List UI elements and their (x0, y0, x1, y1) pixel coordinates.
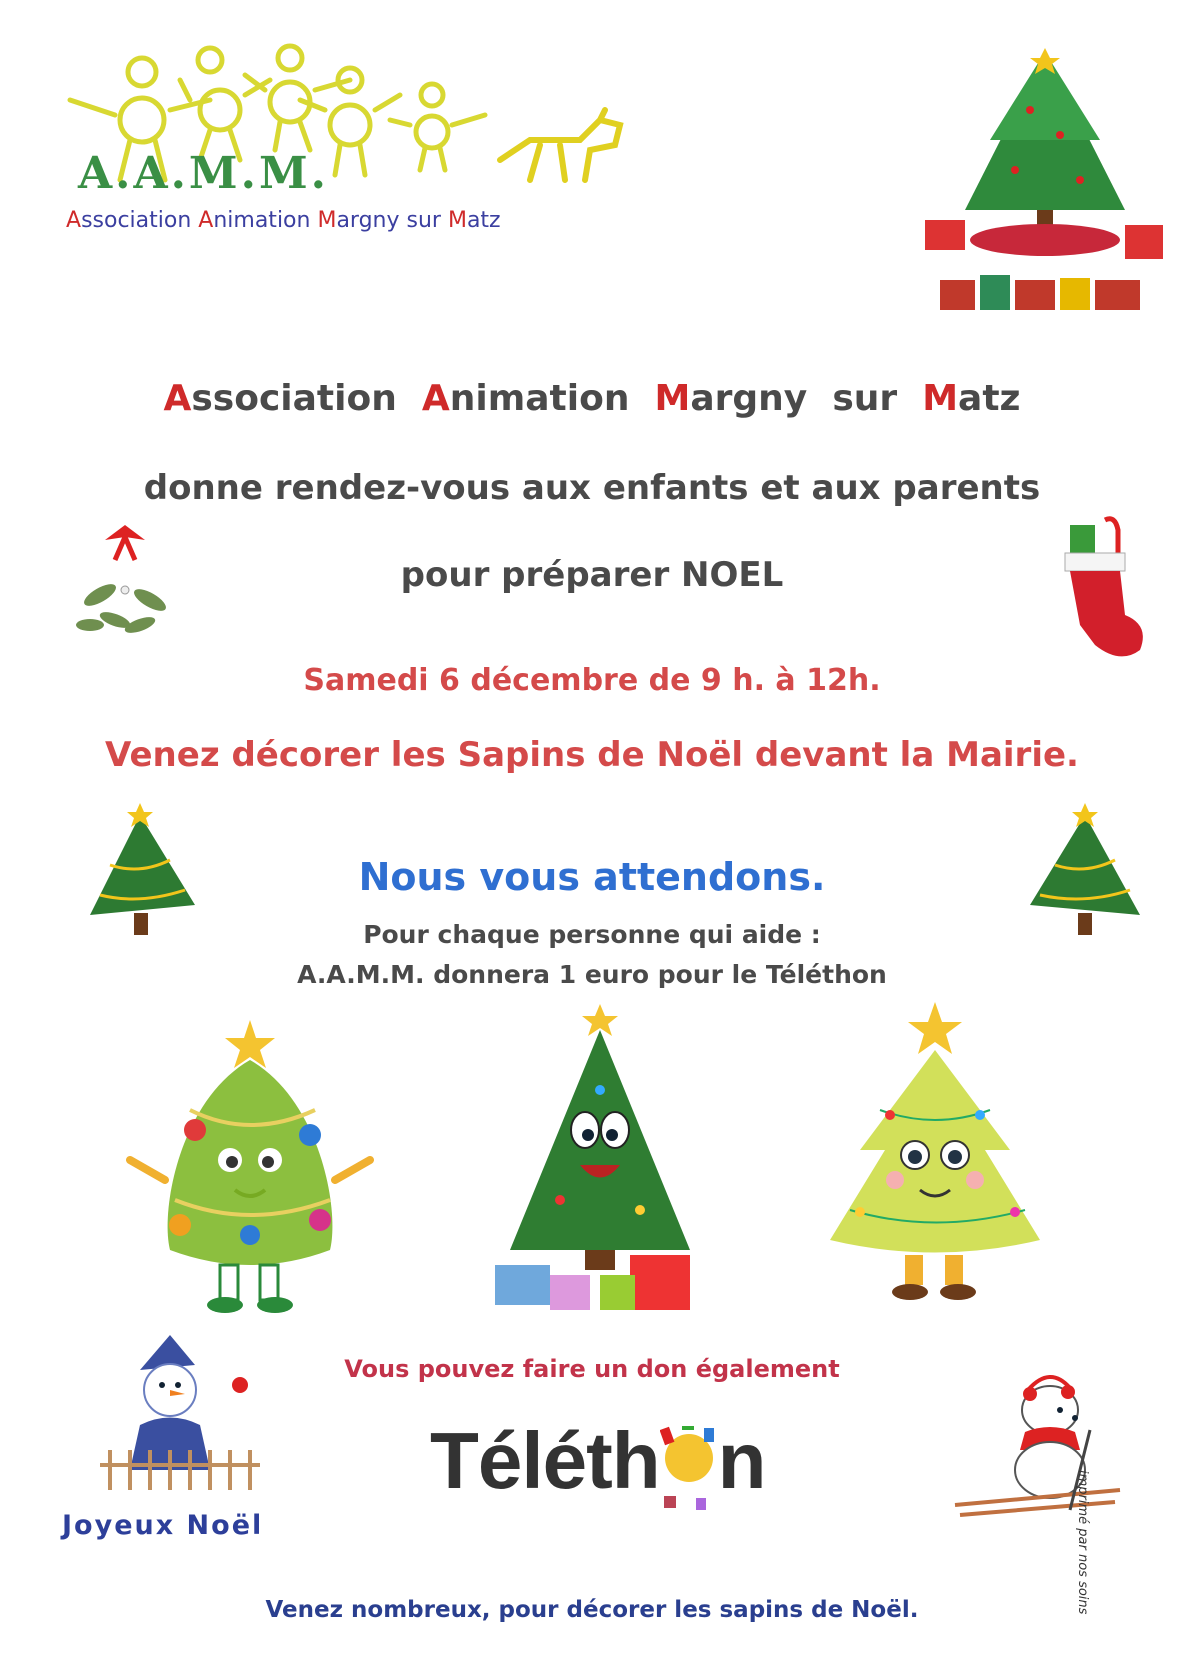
footer-text: Venez nombreux, pour décorer les sapins de Noël. (265, 1597, 919, 1623)
event-date-line: Samedi 6 décembre de 9 h. à 12h. (303, 663, 881, 698)
telethon-dots-icon (660, 1426, 718, 1536)
telethon-note-line-2: A.A.M.M. donnera 1 euro pour le Téléthon (297, 960, 887, 989)
christmas-stocking-icon (1050, 515, 1160, 665)
heading-line-2: donne rendez-vous aux enfants et aux parents (143, 468, 1041, 508)
telethon-logo (430, 1415, 850, 1555)
heading-line-3: pour préparer NOEL (400, 555, 784, 595)
mistletoe-icon (70, 515, 180, 645)
cartoon-tree-with-lights-icon (800, 1000, 1060, 1320)
event-invite-line: Venez décorer les Sapins de Noël devant la Mairie. (105, 735, 1079, 775)
cartoon-tree-with-presents-icon (490, 1000, 710, 1320)
telethon-logo-o-mark (660, 1432, 718, 1490)
donation-text: Vous pouvez faire un don également (344, 1355, 840, 1383)
welcome-title: Nous vous attendons. (358, 855, 826, 899)
christmas-tree-with-gifts-icon (920, 40, 1170, 320)
snowman-icon (100, 1330, 280, 1495)
logo-full-name: Association Animation Margny sur Matz (66, 208, 501, 233)
telethon-logo-text: Téléth n (430, 1416, 765, 1505)
polar-bear-skier-icon (950, 1370, 1130, 1520)
printed-by-note: imprimé par nos soins (1075, 1470, 1090, 1615)
telethon-note-line-1: Pour chaque personne qui aide : (363, 920, 821, 949)
heading-line-1: Association Animation Margny sur Matz (163, 378, 1021, 419)
logo-acronym: A.A.M.M. (78, 148, 329, 199)
cartoon-tree-ornaments-icon (120, 1010, 400, 1320)
aamm-logo (60, 40, 660, 250)
joyeux-noel-text: Joyeux Noël (62, 1510, 264, 1541)
